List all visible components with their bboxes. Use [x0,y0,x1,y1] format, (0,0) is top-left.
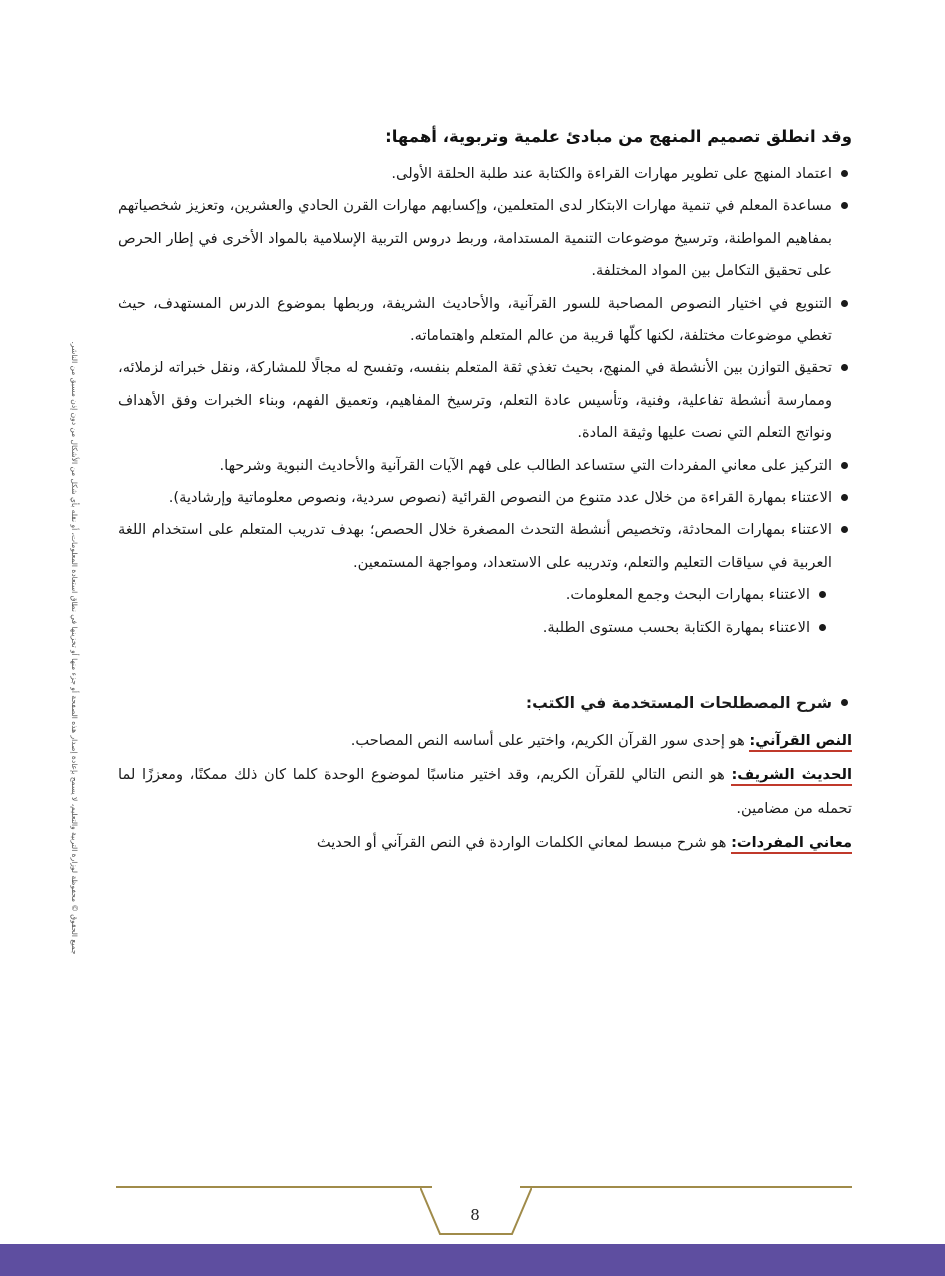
copyright-side-note: جميع الحقوق © محفوظة لوزارة التربية والتعليم، لا يسمح بإعادة إصدار هذه الصفحة أو جزء منها أو تخزينها في نطاق استعادة المعلومات، أو نقله بأي شكل من الأشكال من دون إذن مسبق من الناشر. [70,341,79,955]
footer-rule-left [116,1186,432,1188]
list-item: التنويع في اختيار النصوص المصاحبة للسور القرآنية، والأحاديث الشريفة، وربطها بموضوع الدرس المستهدف، حيث تغطي موضوعات مختلفة، لكنها كلّها قريبة من عالم المتعلم واهتماماته. [118,288,852,353]
term-label: النص القرآني: [749,732,852,752]
section-heading: وقد انطلق تصميم المنهج من مبادئ علمية وتربوية، أهمها: [385,127,852,146]
list-item: الاعتناء بمهارات البحث وجمع المعلومات. [118,579,830,611]
term-definition: هو النص التالي للقرآن الكريم، وقد اختير مناسبًا لموضوع الوحدة كلما كان ذلك ممكنًا، ومعززًا لما تحمله من مضامين. [118,766,852,818]
term-definition: هو إحدى سور القرآن الكريم، واختير على أساسه النص المصاحب. [350,732,750,750]
footer-rule-right [520,1186,852,1188]
list-item: اعتماد المنهج على تطوير مهارات القراءة والكتابة عند طلبة الحلقة الأولى. [118,158,852,190]
list-item: الاعتناء بمهارات المحادثة، وتخصيص أنشطة التحدث المصغرة خلال الحصص؛ بهدف تدريب المتعلم على استخدام اللغة العربية في سياقات التعليم والتعلم، وتدريبه على الاستعداد، ومواجهة المستمعين. [118,514,852,579]
principles-list [118,158,852,644]
term-definition: هو شرح مبسط لمعاني الكلمات الواردة في النص القرآني أو الحديث [316,834,732,852]
term-entry [118,758,852,826]
list-item: تحقيق التوازن بين الأنشطة في المنهج، بحيث تغذي ثقة المتعلم بنفسه، وتفسح له مجالًا للمشاركة، ونقل خبراته لزملائه، وممارسة أنشطة تفاعلية، وفنية، وتأسيس عادة التعلم، وترسيخ المفاهيم، وتعميق الفهم، وبناء الخبرات وفق الأهداف ونواتج التعلم التي نصت عليها وثيقة المادة. [118,352,852,449]
term-label: الحديث الشريف: [731,766,852,786]
list-item: الاعتناء بمهارة الكتابة بحسب مستوى الطلبة. [118,612,830,644]
bottom-decorative-band [0,1244,945,1276]
list-item: مساعدة المعلم في تنمية مهارات الابتكار لدى المتعلمين، وإكسابهم مهارات القرن الحادي والعشرين، وتعزيز شخصياتهم بمفاهيم المواطنة، وترسيخ موضوعات التنمية المستدامة، وربط دروس التربية الإسلامية بالمواد الأخرى في إطار الحرص على تحقيق التكامل بين المواد المختلفة. [118,190,852,287]
list-item: التركيز على معاني المفردات التي ستساعد الطالب على فهم الآيات القرآنية والأحاديث النبوية وشرحها. [118,450,852,482]
term-entry [118,724,852,758]
term-entry [118,826,852,860]
terms-heading: شرح المصطلحات المستخدمة في الكتب: [118,688,852,718]
page-content [118,124,852,860]
list-item: الاعتناء بمهارة القراءة من خلال عدد متنوع من النصوص القرائية (نصوص سردية، ونصوص معلوماتية وإرشادية). [118,482,852,514]
page-number: 8 [470,1206,480,1224]
term-label: معاني المفردات: [731,834,852,854]
